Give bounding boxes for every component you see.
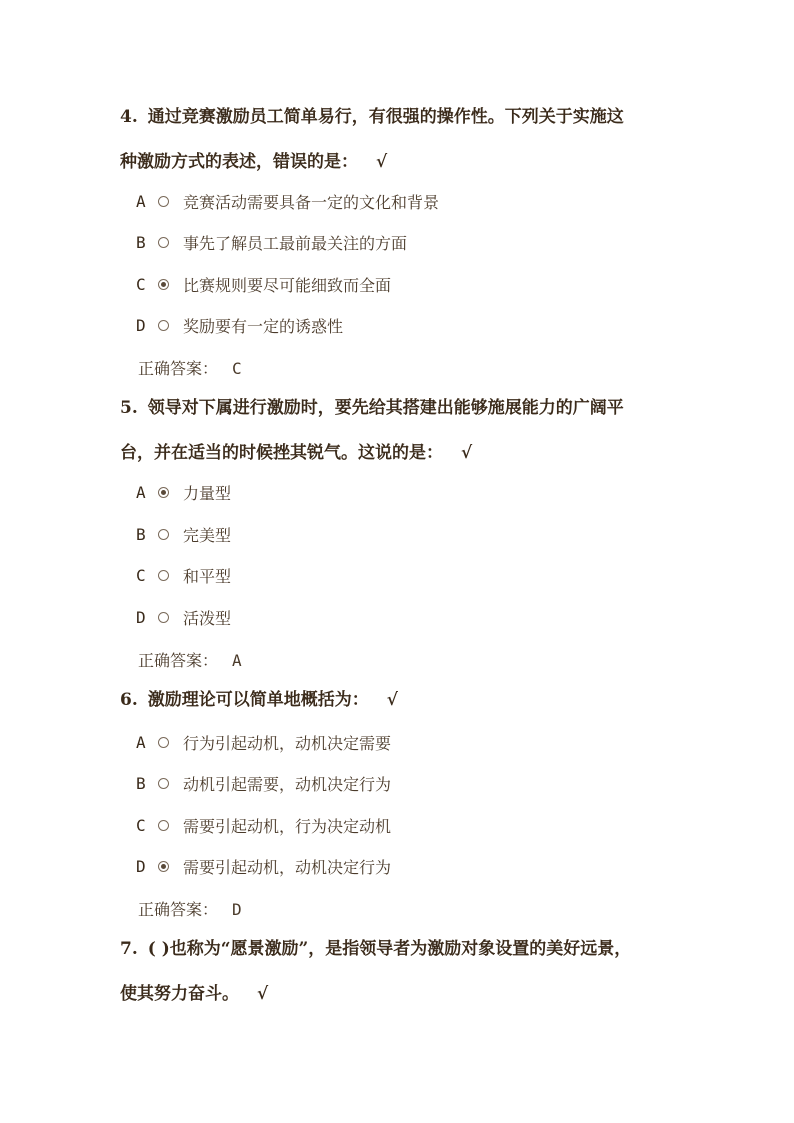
option-letter: A (136, 191, 146, 211)
option-letter: B (136, 232, 146, 252)
option-5c[interactable] (136, 562, 231, 588)
answer-value: D (232, 900, 242, 919)
check-mark-icon: √ (257, 984, 269, 1004)
option-6c[interactable] (136, 812, 391, 838)
answer-label: 正确答案： (138, 900, 219, 919)
radio-button[interactable] (158, 529, 169, 540)
question-5 (120, 386, 690, 476)
option-letter: A (136, 732, 146, 752)
option-text: 比赛规则要尽可能细致而全面 (183, 275, 392, 295)
question-number: 7. (120, 939, 138, 959)
radio-button[interactable] (158, 320, 169, 331)
option-letter: C (136, 815, 146, 835)
radio-button[interactable] (158, 778, 169, 789)
check-mark-icon: √ (376, 152, 388, 172)
answer-value: A (232, 651, 242, 670)
option-letter: B (136, 524, 146, 544)
question-line (120, 927, 690, 972)
radio-button[interactable] (158, 237, 169, 248)
correct-answer-6 (138, 897, 242, 920)
option-text: 行为引起动机，动机决定需要 (183, 733, 392, 753)
option-5b[interactable] (136, 521, 231, 547)
option-4c[interactable] (136, 271, 391, 297)
answer-value: C (232, 359, 242, 378)
option-text: 竞赛活动需要具备一定的文化和背景 (183, 192, 440, 212)
question-line (120, 140, 690, 185)
radio-button-selected[interactable] (158, 279, 169, 290)
option-text: 活泼型 (183, 608, 232, 628)
option-letter: C (136, 274, 146, 294)
question-line (120, 972, 690, 1017)
question-4 (120, 95, 690, 185)
option-4a[interactable] (136, 188, 439, 214)
option-letter: B (136, 773, 146, 793)
option-text: 需要引起动机，行为决定动机 (183, 816, 392, 836)
radio-button[interactable] (158, 737, 169, 748)
radio-button-selected[interactable] (158, 861, 169, 872)
question-line (120, 678, 690, 723)
answer-label: 正确答案： (138, 359, 219, 378)
option-text: 奖励要有一定的诱惑性 (183, 316, 344, 336)
option-6d[interactable] (136, 853, 391, 879)
option-text: 力量型 (183, 483, 232, 503)
option-5a[interactable] (136, 479, 231, 505)
question-line (120, 386, 690, 431)
answer-label: 正确答案： (138, 651, 219, 670)
option-letter: D (136, 607, 146, 627)
correct-answer-5 (138, 648, 242, 671)
question-number: 6. (120, 690, 138, 710)
question-line (120, 95, 690, 140)
option-text: 需要引起动机，动机决定行为 (183, 857, 392, 877)
question-text: 种激励方式的表述，错误的是： (120, 152, 358, 172)
question-line (120, 431, 690, 476)
radio-button[interactable] (158, 570, 169, 581)
option-4d[interactable] (136, 312, 343, 338)
option-letter: D (136, 856, 146, 876)
question-text: 激励理论可以简单地概括为： (147, 690, 369, 710)
question-number: 4. (120, 107, 138, 127)
check-mark-icon: √ (386, 690, 398, 710)
option-6a[interactable] (136, 729, 391, 755)
correct-answer-4 (138, 356, 242, 379)
question-6 (120, 678, 690, 723)
question-text: 使其努力奋斗。 (120, 984, 239, 1004)
radio-button[interactable] (158, 196, 169, 207)
option-text: 和平型 (183, 566, 232, 586)
radio-button[interactable] (158, 820, 169, 831)
option-letter: A (136, 482, 146, 502)
question-text: 台，并在适当的时候挫其锐气。这说的是： (120, 443, 443, 463)
radio-button[interactable] (158, 612, 169, 623)
option-6b[interactable] (136, 770, 391, 796)
question-text: 通过竞赛激励员工简单易行，有很强的操作性。下列关于实施这 (147, 107, 624, 127)
option-4b[interactable] (136, 229, 407, 255)
option-text: 事先了解员工最前最关注的方面 (183, 233, 408, 253)
option-5d[interactable] (136, 604, 231, 630)
question-text: ( )也称为“愿景激励”，是指领导者为激励对象设置的美好远景， (147, 939, 632, 959)
option-letter: D (136, 315, 146, 335)
radio-button-selected[interactable] (158, 487, 169, 498)
question-text: 领导对下属进行激励时，要先给其搭建出能够施展能力的广阔平 (147, 398, 624, 418)
option-letter: C (136, 565, 146, 585)
check-mark-icon: √ (461, 443, 473, 463)
option-text: 动机引起需要，动机决定行为 (183, 774, 392, 794)
question-7 (120, 927, 690, 1017)
option-text: 完美型 (183, 525, 232, 545)
question-number: 5. (120, 398, 138, 418)
